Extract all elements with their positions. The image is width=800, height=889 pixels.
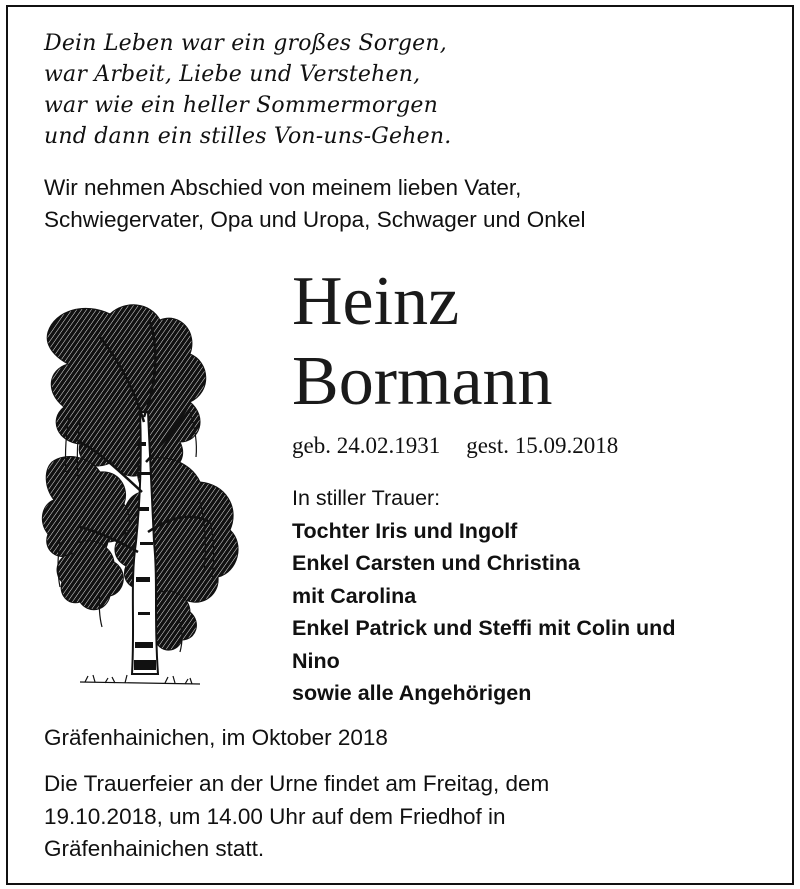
poem-line: Dein Leben war ein großes Sorgen,	[44, 31, 447, 56]
deceased-first-name: Heinz	[292, 263, 460, 340]
funeral-service-info	[44, 768, 549, 866]
place-and-date: Gräfenhainichen, im Oktober 2018	[44, 725, 388, 750]
mourner-line: Nino	[292, 648, 340, 673]
poem-line: und dann ein stilles Von-uns-Gehen.	[44, 124, 452, 149]
mourner-line: Tochter Iris und Ingolf	[292, 518, 518, 543]
life-dates	[292, 430, 618, 462]
farewell-intro	[44, 172, 586, 236]
mourner-line: Enkel Carsten und Christina	[292, 551, 580, 575]
service-line: Gräfenhainichen statt.	[44, 836, 265, 861]
death-date: gest. 15.09.2018	[466, 433, 619, 458]
poem	[44, 28, 451, 152]
service-line: Die Trauerfeier an der Urne findet am Freitag, dem	[44, 771, 550, 796]
mourners-lead: In stiller Trauer:	[292, 486, 441, 510]
intro-line: Wir nehmen Abschied von meinem lieben Vater,	[44, 175, 522, 200]
mourner-line: mit Carolina	[292, 583, 417, 608]
mourner-line: Enkel Patrick und Steffi mit Colin und	[292, 616, 676, 640]
poem-line: war Arbeit, Liebe und Verstehen,	[44, 62, 421, 87]
mourners-list	[292, 482, 675, 710]
intro-line: Schwiegervater, Opa und Uropa, Schwager und Onkel	[44, 207, 586, 232]
birch-tree-illustration	[40, 292, 250, 692]
poem-line: war wie ein heller Sommermorgen	[44, 93, 439, 118]
service-line: 19.10.2018, um 14.00 Uhr auf dem Friedhof in	[44, 803, 506, 829]
mourner-line: sowie alle Angehörigen	[292, 681, 532, 705]
deceased-last-name: Bormann	[292, 343, 553, 420]
birth-date: geb. 24.02.1931	[292, 433, 441, 458]
deceased-name	[292, 262, 553, 422]
